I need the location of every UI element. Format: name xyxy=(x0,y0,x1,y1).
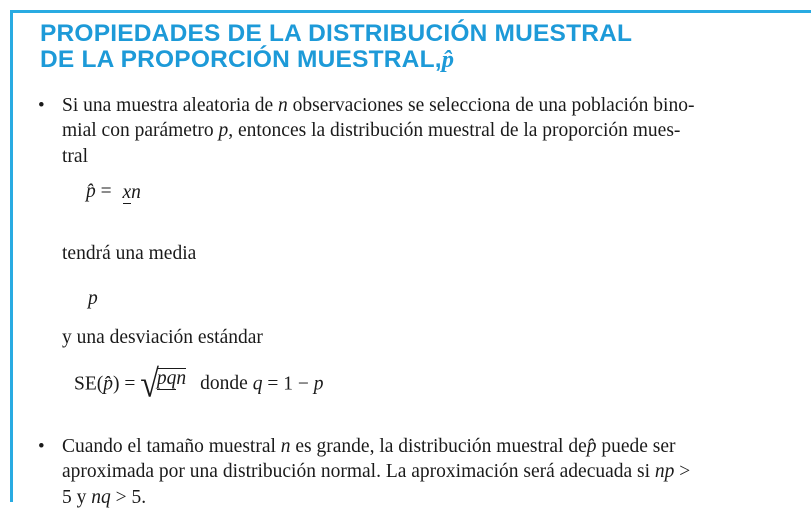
bullet-1-marker: • xyxy=(38,95,45,116)
bullet-2-line2: aproximada por una distribución normal. La aproximación será adecuada si np > xyxy=(62,461,691,482)
box-top-border xyxy=(10,10,811,13)
bullet-2-marker: • xyxy=(38,436,45,457)
box-left-border xyxy=(10,10,13,502)
title-text: DE LA PROPORCIÓN MUESTRAL, xyxy=(40,46,442,73)
formula-p-hat: p̂ = xn xyxy=(86,181,141,203)
section-title-line1: PROPIEDADES DE LA DISTRIBUCIÓN MUESTRAL xyxy=(40,20,633,47)
bullet-2-line1: Cuando el tamaño muestral n es grande, la distribución muestral dep̂ puede ser xyxy=(62,436,676,457)
mean-value: p xyxy=(88,288,98,309)
bullet-2-line3: 5 y nq > 5. xyxy=(62,487,147,508)
sd-text: y una desviación estándar xyxy=(62,327,263,348)
section-title-line2 xyxy=(40,46,454,74)
bullet-1-line2: mial con parámetro p, entonces la distribución muestral de la proporción mues- xyxy=(62,120,681,141)
mean-text: tendrá una media xyxy=(62,243,197,264)
bullet-1-line1: Si una muestra aleatoria de n observaciones se selecciona de una población bino- xyxy=(62,95,695,116)
p-hat-symbol: p̂ xyxy=(441,46,455,73)
formula-standard-error: SE(p̂) = √ pqn donde q = 1 − p xyxy=(74,363,324,406)
bullet-1-line3: tral xyxy=(62,146,88,167)
